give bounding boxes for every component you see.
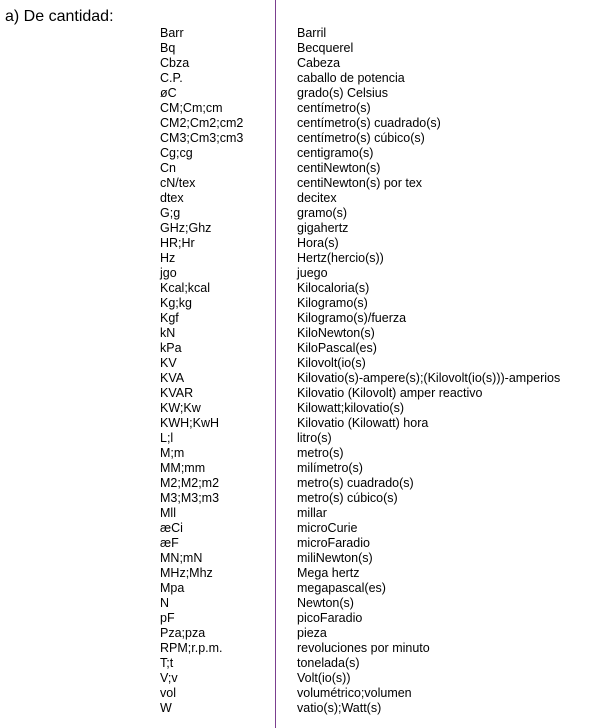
unit-name: volumétrico;volumen [297,686,412,700]
unit-abbreviation: øC [160,86,177,100]
unit-abbreviation: V;v [160,671,178,685]
unit-abbreviation: MHz;Mhz [160,566,213,580]
abbreviation-column [160,26,243,716]
unit-name: gramo(s) [297,206,348,220]
unit-abbreviation: M2;M2;m2 [160,476,220,490]
unit-name-column [297,26,560,716]
unit-abbreviation: Mpa [160,581,185,595]
unit-name: Cabeza [297,56,341,70]
unit-abbreviation: KW;Kw [160,401,201,415]
unit-name: centímetro(s) [297,101,371,115]
unit-abbreviation: kPa [160,341,182,355]
unit-abbreviation: æCi [160,521,183,535]
unit-name: decitex [297,191,337,205]
unit-abbreviation: Hz [160,251,176,265]
unit-abbreviation: T;t [160,656,174,670]
unit-abbreviation: jgo [160,266,177,280]
unit-abbreviation: L;l [160,431,174,445]
unit-abbreviation: HR;Hr [160,236,195,250]
unit-abbreviation: vol [160,686,176,700]
unit-abbreviation: M;m [160,446,185,460]
unit-abbreviation: CM;Cm;cm [160,101,223,115]
unit-name: milímetro(s) [297,461,363,475]
unit-abbreviation: æF [160,536,179,550]
unit-name: Volt(io(s)) [297,671,351,685]
unit-name: microCurie [297,521,358,535]
unit-abbreviation: G;g [160,206,181,220]
unit-abbreviation: Bq [160,41,176,55]
unit-name: Kilovatio (Kilovolt) amper reactivo [297,386,483,400]
unit-abbreviation: CM2;Cm2;cm2 [160,116,244,130]
unit-name: picoFaradio [297,611,363,625]
unit-name: metro(s) cúbico(s) [297,491,398,505]
section-heading: a) De cantidad: [5,8,114,25]
unit-abbreviation: Cn [160,161,176,175]
unit-name: gigahertz [297,221,349,235]
unit-name: caballo de potencia [297,71,405,85]
unit-name: Kilovatio (Kilowatt) hora [297,416,429,430]
unit-name: Kilovatio(s)-ampere(s);(Kilovolt(io(s)))-amperios [297,371,561,385]
unit-abbreviation: KVAR [160,386,194,400]
unit-name: KiloPascal(es) [297,341,377,355]
unit-abbreviation: KVA [160,371,185,385]
unit-name: centigramo(s) [297,146,374,160]
unit-abbreviation: MM;mm [160,461,206,475]
unit-abbreviation: Barr [160,26,184,40]
unit-name: centímetro(s) cúbico(s) [297,131,425,145]
unit-abbreviation: Kgf [160,311,179,325]
unit-name: grado(s) Celsius [297,86,389,100]
unit-abbreviation: KWH;KwH [160,416,220,430]
unit-abbreviation: CM3;Cm3;cm3 [160,131,244,145]
unit-abbreviation: Kg;kg [160,296,192,310]
unit-abbreviation: KV [160,356,177,370]
unit-name: Kilowatt;kilovatio(s) [297,401,404,415]
unit-abbreviation: W [160,701,172,715]
unit-name: Kilocaloria(s) [297,281,370,295]
unit-name: Kilogramo(s) [297,296,368,310]
unit-name: vatio(s);Watt(s) [297,701,382,715]
unit-name: pieza [297,626,327,640]
unit-name: Kilovolt(io(s) [297,356,366,370]
unit-name: centiNewton(s) [297,161,381,175]
unit-abbreviation: pF [160,611,175,625]
unit-abbreviation: Kcal;kcal [160,281,211,295]
unit-abbreviation: Cbza [160,56,190,70]
unit-name: Hora(s) [297,236,339,250]
unit-name: metro(s) [297,446,344,460]
unit-abbreviation: C.P. [160,71,183,85]
unit-abbreviation: dtex [160,191,184,205]
unit-name: litro(s) [297,431,332,445]
unit-abbreviation: Pza;pza [160,626,206,640]
unit-name: Becquerel [297,41,354,55]
unit-abbreviation: kN [160,326,176,340]
unit-name: juego [297,266,328,280]
unit-name: KiloNewton(s) [297,326,375,340]
unit-name: centiNewton(s) por tex [297,176,423,190]
column-divider [275,0,276,728]
unit-name: Mega hertz [297,566,360,580]
unit-abbreviation: M3;M3;m3 [160,491,220,505]
unit-name: Barril [297,26,327,40]
unit-name: revoluciones por minuto [297,641,430,655]
unit-name: Newton(s) [297,596,354,610]
unit-abbreviation: N [160,596,170,610]
unit-name: metro(s) cuadrado(s) [297,476,414,490]
unit-name: Kilogramo(s)/fuerza [297,311,407,325]
unit-name: megapascal(es) [297,581,386,595]
unit-name: centímetro(s) cuadrado(s) [297,116,441,130]
unit-abbreviation: GHz;Ghz [160,221,212,235]
unit-abbreviation: MN;mN [160,551,203,565]
unit-abbreviation: Cg;cg [160,146,193,160]
unit-name: microFaradio [297,536,370,550]
unit-abbreviation: Mll [160,506,176,520]
unit-name: tonelada(s) [297,656,360,670]
unit-name: millar [297,506,327,520]
unit-abbreviation: RPM;r.p.m. [160,641,223,655]
unit-abbreviation: cN/tex [160,176,196,190]
unit-name: Hertz(hercio(s)) [297,251,384,265]
unit-name: miliNewton(s) [297,551,373,565]
